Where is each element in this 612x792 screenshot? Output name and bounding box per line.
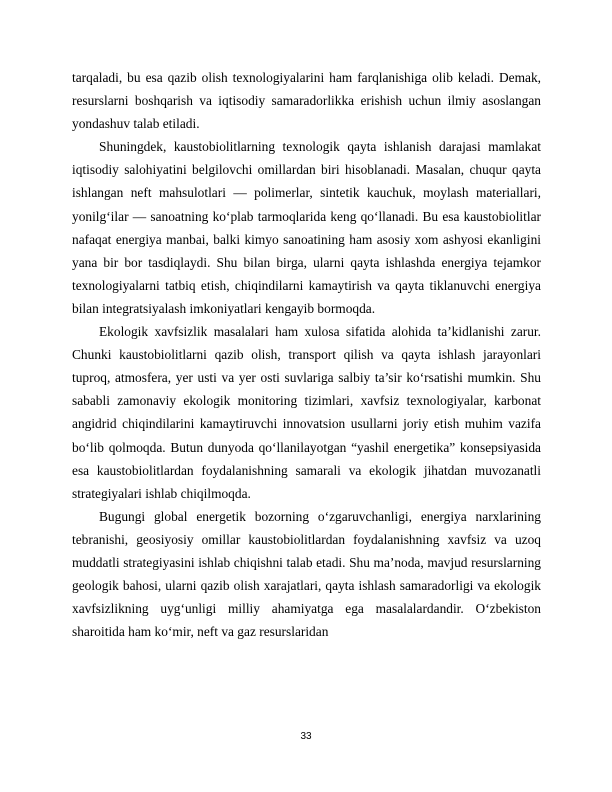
page-number: 33	[300, 731, 312, 742]
paragraph-1: tarqaladi, bu esa qazib olish texnologiyalarini ham farqlanishiga olib keladi. Demak, resurslarni boshqarish va iqtisodiy samaradorlikka erishish uchun ilmiy asoslangan yondashuv talab etiladi.	[72, 70, 541, 132]
paragraph-3: Ekologik xavfsizlik masalalari ham xulosa sifatida alohida ta’kidlanishi zarur. Chunki kaustobiolitlarni qazib olish, transport qilish va qayta ishlash jarayonlari tuproq, atmosfera, yer usti va yer osti suvlariga salbiy ta’sir ko‘rsatishi mumkin. Shu sababli zamonaviy ekologik monitoring tizimlari, xavfsiz texnologiyalar, karbonat angidrid chiqindilarini kamaytiruvchi innovatsion usullarni joriy etish muhim vazifa bo‘lib qolmoqda. Butun dunyoda qo‘llanilayotgan “yashil energetika” konsepsiyasida esa kaustobiolitlardan foydalanishning samarali va ekologik jihatdan muvozanatli strategiyalari ishlab chiqilmoqda.	[72, 324, 541, 501]
page-body	[72, 66, 541, 643]
paragraph-2: Shuningdek, kaustobiolitlarning texnologik qayta ishlanish darajasi mamlakat iqtisodiy salohiyatini belgilovchi omillardan biri hisoblanadi. Masalan, chuqur qayta ishlangan neft mahsulotlari — polimerlar, sintetik kauchuk, moylash materiallari, yonilg‘ilar — sanoatning ko‘plab tarmoqlarida keng qo‘llanadi. Bu esa kaustobiolitlar nafaqat energiya manbai, balki kimyo sanoatining ham asosiy xom ashyosi ekanligini yana bir bor tasdiqlaydi. Shu bilan birga, ularni qayta ishlashda energiya tejamkor texnologiyalarni tatbiq etish, chiqindilarni kamaytirish va qayta tiklanuvchi energiya bilan integratsiyalash imkoniyatlari kengayib bormoqda.	[72, 139, 541, 316]
paragraph-4: Bugungi global energetik bozorning o‘zgaruvchanligi, energiya narxlarining tebranishi, geosiyosiy omillar kaustobiolitlardan foydalanishning xavfsiz va uzoq muddatli strategiyasini ishlab chiqishni talab etadi. Shu ma’noda, mavjud resurslarning geologik bahosi, ularni qazib olish xarajatlari, qayta ishlash samaradorligi va ekologik xavfsizlikning uyg‘unligi milliy ahamiyatga ega masalalardandir. O‘zbekiston sharoitida ham ko‘mir, neft va gaz resurslaridan	[72, 508, 541, 640]
